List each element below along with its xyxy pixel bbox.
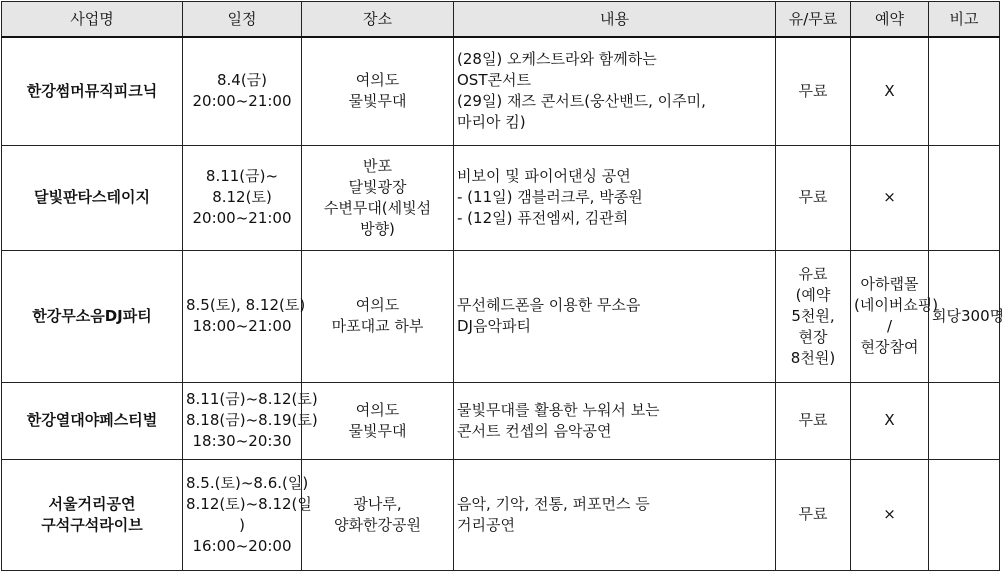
cell-reservation [851,459,929,570]
cell-line: 마포대교 하부 [331,317,424,335]
cell-note [929,459,1000,570]
cell-line: 콘서트 컨셉의 음악공연 [457,421,612,440]
cell-line: × [883,505,896,523]
cell-line: 8.4(금) [216,71,268,90]
cell-line: / [886,317,893,335]
cell-line: (네이버쇼핑) [854,296,939,314]
cell-line: 무료 [798,81,828,100]
cell-line: 현장 [798,327,828,346]
cell-line: 마리아 킴) [457,113,526,132]
cell-line: 8.18(금)~8.19(토) [186,411,318,429]
cell-reservation [851,145,929,250]
cell-line: 16:00~20:00 [192,536,292,555]
cell-content [454,382,776,459]
cell-line: 방향) [360,219,395,238]
col-header-reservation: 예약 [851,2,929,38]
cell-line: (29일) 재즈 콘서트(웅산밴드, 이주미, [457,92,706,111]
col-header-fee: 유/무료 [776,2,851,38]
cell-line: 광나루, [353,494,402,513]
cell-fee [776,37,851,145]
cell-event-name [2,145,183,250]
cell-line: 18:00~21:00 [192,317,292,335]
cell-content [454,459,776,570]
event-schedule-table [1,1,1004,571]
cell-note [929,145,1000,250]
cell-line: 무료 [798,505,828,523]
cell-schedule [183,382,318,459]
cell-line: 달빛광장 [348,177,407,196]
table-row [2,145,1000,250]
cell-reservation [851,250,939,382]
cell-fee [776,145,851,250]
cell-line: 8.11(금)~ [205,167,279,185]
cell-line: 양화한강공원 [334,515,421,534]
cell-line: - (12일) 퓨전엠씨, 김관희 [457,209,629,227]
cell-line: 여의도 [355,400,400,419]
cell-line: 한강썸머뮤직피크닉 [26,81,158,100]
cell-line: 여의도 [355,296,400,314]
cell-event-name [2,459,183,570]
table-body [2,37,1004,570]
cell-line: 8.12(토)~8.12(일 [186,494,312,513]
cell-line: 아하랩몰 [860,275,919,293]
cell-place [302,250,454,382]
cell-reservation [851,37,929,145]
cell-note [929,382,1000,459]
cell-reservation [851,382,929,459]
cell-line: 5천원, [791,306,835,325]
table-row [2,37,1000,145]
col-header-note: 비고 [929,2,1000,38]
cell-event-name [2,37,183,145]
cell-line: 비보이 및 파이어댄싱 공연 [457,167,631,185]
cell-line: 8천원) [790,348,836,367]
cell-content [454,250,776,382]
cell-fee [776,250,851,382]
cell-line: 서울거리공연 [48,494,136,513]
table-row [2,250,1000,382]
cell-line: 여의도 [355,71,400,90]
cell-line: 구석구석라이브 [41,515,143,534]
cell-content [454,37,776,145]
cell-line: 무선헤드폰을 이용한 무소음 [457,296,641,314]
table-row [2,382,1000,459]
cell-line: 무료 [798,411,828,429]
col-header-place: 장소 [302,2,454,38]
cell-place [302,145,454,250]
cell-line: ) [239,515,245,534]
cell-line: 8.5.(토)~8.6.(일) [186,473,309,492]
cell-line: × [883,188,896,206]
cell-place [302,459,454,570]
cell-line: 20:00~21:00 [192,92,292,111]
col-header-name: 사업명 [2,2,183,38]
cell-line: 거리공연 [457,515,515,534]
cell-line: 20:00~21:00 [192,209,292,227]
cell-event-name [2,250,183,382]
cell-line: 8.12(토) [212,188,272,206]
cell-place [302,382,454,459]
cell-line: 수변무대(세빛섬 [323,198,432,217]
cell-line: OST콘서트 [457,71,531,90]
cell-line: (28일) 오케스트라와 함께하는 [457,50,657,69]
table-row [2,459,1000,570]
cell-note [929,37,1000,145]
cell-line: 회당300명 [932,306,1004,325]
cell-schedule [183,37,302,145]
cell-line: 반포 [363,156,392,175]
cell-line: 8.11(금)~8.12(토) [186,390,318,408]
cell-line: X [884,411,895,429]
cell-line: - (11일) 갬블러크루, 박종원 [457,188,643,206]
cell-line: 한강열대야페스티벌 [26,411,158,429]
cell-fee [776,382,851,459]
cell-place [302,37,454,145]
cell-line: 물빛무대 [348,92,407,111]
cell-line: 물빛무대 [348,421,407,440]
col-header-content: 내용 [454,2,776,38]
cell-line: X [884,81,895,100]
cell-line: 음악, 기악, 전통, 퍼포먼스 등 [457,494,650,513]
cell-line: 무료 [798,188,828,206]
cell-line: DJ음악파티 [457,317,531,335]
cell-line: 물빛무대를 활용한 누워서 보는 [457,400,660,419]
cell-line: 현장참여 [860,338,919,356]
cell-note [929,250,1004,382]
cell-schedule [183,145,302,250]
cell-schedule [183,250,306,382]
cell-content [454,145,776,250]
col-header-schedule: 일정 [183,2,302,38]
cell-schedule [183,459,312,570]
cell-line: 8.5(토), 8.12(토) [186,296,306,314]
header-row [2,2,1000,38]
cell-line: 유료 [798,264,828,283]
cell-line: 18:30~20:30 [192,432,292,450]
cell-fee [776,459,851,570]
cell-line: (예약 [795,285,831,304]
cell-line: 한강무소음DJ파티 [32,306,152,325]
cell-line: 달빛판타스테이지 [34,188,150,206]
cell-event-name [2,382,183,459]
